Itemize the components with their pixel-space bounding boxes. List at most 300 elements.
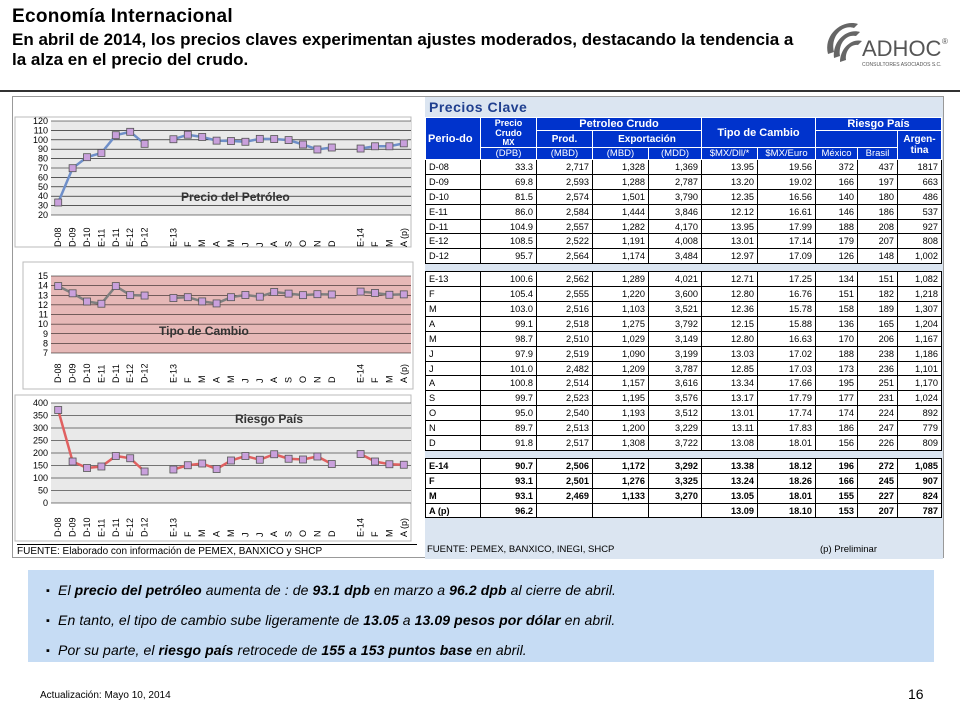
table-cell: 2,514: [537, 376, 593, 391]
table-row: [426, 391, 942, 406]
table-row: [426, 488, 942, 503]
data-point: [285, 455, 292, 462]
y-tick-label: 350: [32, 410, 48, 421]
table-cell: 151: [858, 272, 898, 287]
table-cell: 151: [816, 287, 858, 302]
table-cell: 86.0: [481, 204, 537, 219]
x-tick-label: F: [182, 531, 193, 537]
data-point: [127, 455, 134, 462]
table-cell: 2,717: [537, 160, 593, 175]
table-row: [426, 287, 942, 302]
y-tick-label: 10: [37, 319, 48, 330]
chart-2: [15, 395, 411, 541]
table-cell: 2,501: [537, 473, 593, 488]
table-cell: 1,308: [593, 436, 649, 451]
data-point: [372, 143, 379, 150]
table-row: [426, 361, 942, 376]
table-cell: 96.2: [481, 503, 537, 518]
table-cell: 238: [858, 346, 898, 361]
table-cell: 105.4: [481, 287, 537, 302]
table-cell: 17.74: [758, 406, 816, 421]
table-cell: 12.80: [702, 331, 758, 346]
table-cell: 99.1: [481, 316, 537, 331]
table-cell: 33.3: [481, 160, 537, 175]
data-point: [55, 407, 62, 414]
data-point: [300, 141, 307, 148]
table-cell: 17.02: [758, 346, 816, 361]
table-gap: [426, 264, 942, 272]
data-point: [357, 145, 364, 152]
data-point: [400, 291, 407, 298]
table-cell: 196: [816, 458, 858, 473]
table-cell: 1,082: [898, 272, 942, 287]
data-point: [112, 453, 119, 460]
table-cell: 1,288: [593, 174, 649, 189]
th-unit: México: [816, 148, 858, 160]
x-tick-label: M: [226, 529, 236, 537]
table-cell: [649, 503, 702, 518]
data-point: [84, 154, 91, 161]
table-cell: 12.35: [702, 189, 758, 204]
data-point: [55, 199, 62, 206]
table-cell: 1,220: [593, 287, 649, 302]
data-point: [285, 290, 292, 297]
table-cell: M: [426, 331, 481, 346]
table-cell: 95.7: [481, 249, 537, 264]
table-cell: D-11: [426, 219, 481, 234]
table-cell: 18.10: [758, 503, 816, 518]
bullet-text: precio del petróleo: [74, 582, 202, 598]
bullet-item: [46, 636, 916, 666]
table-cell: E-13: [426, 272, 481, 287]
table-cell: 18.01: [758, 436, 816, 451]
x-tick-label: E-13: [168, 227, 179, 247]
y-tick-label: 13: [37, 290, 48, 301]
data-point: [386, 291, 393, 298]
summary-bullets: [28, 570, 934, 662]
y-tick-label: 110: [33, 125, 48, 136]
table-cell: 3,600: [649, 287, 702, 302]
table-cell: 17.66: [758, 376, 816, 391]
th-unit: $MX/Euro: [758, 148, 816, 160]
table-cell: 12.85: [702, 361, 758, 376]
x-tick-label: N: [312, 240, 323, 247]
x-tick-label: M: [197, 375, 208, 383]
table-cell: 2,522: [537, 234, 593, 249]
y-tick-label: 30: [37, 200, 48, 211]
table-cell: 3,616: [649, 376, 702, 391]
x-tick-label: M: [197, 529, 208, 537]
x-tick-label: O: [298, 375, 308, 383]
table-cell: 13.09: [702, 503, 758, 518]
table-cell: 1,170: [898, 376, 942, 391]
data-point: [184, 131, 191, 138]
x-tick-label: E-11: [96, 518, 107, 537]
th-prod: Prod.: [537, 131, 593, 148]
table-row: [426, 406, 942, 421]
table-cell: 100.6: [481, 272, 537, 287]
bullet-text: 13.09 pesos por dólar: [414, 612, 561, 628]
table-cell: 1,103: [593, 302, 649, 317]
table-cell: 148: [858, 249, 898, 264]
table-cell: 2,519: [537, 346, 593, 361]
data-point: [199, 133, 206, 140]
table-cell: 3,722: [649, 436, 702, 451]
table-cell: 179: [816, 234, 858, 249]
table-row: [426, 219, 942, 234]
x-tick-label: O: [298, 239, 308, 247]
table-cell: 1,167: [898, 331, 942, 346]
table-cell: 1,085: [898, 458, 942, 473]
table-cell: F: [426, 473, 481, 488]
x-tick-label: M: [384, 239, 395, 247]
x-tick-label: D-09: [67, 517, 78, 537]
table-cell: 2,540: [537, 406, 593, 421]
table-row: [426, 174, 942, 189]
table-cell: 189: [858, 302, 898, 317]
th-period: Perio-do: [426, 118, 481, 160]
table-cell: 3,521: [649, 302, 702, 317]
x-tick-label: A: [211, 376, 222, 383]
table-cell: 1,209: [593, 361, 649, 376]
y-tick-label: 90: [37, 144, 48, 155]
x-tick-label: D-08: [53, 363, 64, 383]
data-point: [112, 283, 119, 290]
table-cell: 787: [898, 503, 942, 518]
table-row: [426, 331, 942, 346]
bullet-text: El: [58, 582, 75, 598]
bullet-text: 13.05: [363, 612, 399, 628]
data-point: [242, 453, 249, 460]
x-tick-label: D: [326, 530, 337, 537]
table-cell: 208: [858, 219, 898, 234]
x-tick-label: A: [211, 530, 222, 537]
data-point: [386, 461, 393, 468]
data-point: [271, 288, 278, 295]
table-cell: 251: [858, 376, 898, 391]
table-cell: 156: [816, 436, 858, 451]
table-cell: 2,482: [537, 361, 593, 376]
table-row: [426, 204, 942, 219]
table-cell: 207: [858, 234, 898, 249]
data-point: [357, 451, 364, 458]
table-cell: 3,787: [649, 361, 702, 376]
data-point: [184, 462, 191, 469]
table-cell: 19.56: [758, 160, 816, 175]
bullet-item: [46, 606, 916, 636]
table-cell: 17.14: [758, 234, 816, 249]
table-cell: 12.36: [702, 302, 758, 317]
data-point: [84, 465, 91, 472]
table-cell: 1,501: [593, 189, 649, 204]
x-tick-label: D-10: [82, 227, 92, 247]
th-precio: Precio Crudo MX: [481, 118, 537, 148]
x-tick-label: A (p): [398, 517, 409, 537]
table-cell: 134: [816, 272, 858, 287]
table-cell: 158: [816, 302, 858, 317]
data-point: [228, 138, 235, 145]
table-cell: 247: [858, 421, 898, 436]
table-cell: 1,200: [593, 421, 649, 436]
x-tick-label: M: [384, 375, 395, 383]
table-cell: 272: [858, 458, 898, 473]
table-cell: 245: [858, 473, 898, 488]
data-point: [213, 466, 220, 473]
table-row: [426, 189, 942, 204]
x-tick-label: D-12: [139, 517, 150, 537]
table-row: [426, 160, 942, 175]
data-point: [314, 291, 321, 298]
table-cell: 224: [858, 406, 898, 421]
y-tick-label: 50: [37, 181, 48, 192]
chart-title: Riesgo País: [235, 412, 304, 426]
x-tick-label: E-14: [355, 363, 366, 383]
table-row: [426, 376, 942, 391]
data-point: [314, 146, 321, 153]
x-tick-label: D-12: [139, 363, 150, 383]
y-tick-label: 12: [37, 299, 48, 310]
table-cell: 3,484: [649, 249, 702, 264]
data-point: [228, 294, 235, 301]
table-cell: 16.63: [758, 331, 816, 346]
table-cell: 2,555: [537, 287, 593, 302]
data-point: [69, 290, 76, 297]
table-cell: 81.5: [481, 189, 537, 204]
y-tick-label: 0: [42, 498, 48, 508]
data-point: [271, 451, 278, 458]
table-cell: 2,523: [537, 391, 593, 406]
table-cell: 13.03: [702, 346, 758, 361]
table-row: [426, 249, 942, 264]
table-cell: 1,307: [898, 302, 942, 317]
table-cell: 195: [816, 376, 858, 391]
data-point: [242, 291, 249, 298]
table-cell: 95.0: [481, 406, 537, 421]
table-cell: 437: [858, 160, 898, 175]
table-cell: 177: [816, 391, 858, 406]
data-point: [69, 458, 76, 465]
data-point: [256, 293, 263, 300]
table-cell: 907: [898, 473, 942, 488]
table-cell: 18.01: [758, 488, 816, 503]
table-gap: [426, 450, 942, 458]
data-point: [170, 466, 177, 473]
x-tick-label: A: [269, 240, 280, 247]
table-cell: 166: [816, 473, 858, 488]
data-point: [141, 292, 148, 299]
table-cell: 2,469: [537, 488, 593, 503]
y-tick-label: 9: [42, 328, 48, 339]
y-tick-label: 70: [37, 163, 48, 173]
table-cell: 17.03: [758, 361, 816, 376]
table-cell: 18.26: [758, 473, 816, 488]
bullet-text: en abril.: [560, 612, 616, 628]
table-cell: 17.99: [758, 219, 816, 234]
x-tick-label: D-10: [82, 517, 92, 537]
bullet-text: en marzo a: [370, 582, 450, 598]
y-tick-label: 80: [37, 153, 48, 164]
table-cell: 16.56: [758, 189, 816, 204]
table-cell: 3,325: [649, 473, 702, 488]
table-row: [426, 302, 942, 317]
x-tick-label: J: [240, 532, 251, 537]
table-cell: [593, 503, 649, 518]
y-tick-label: 100: [32, 473, 48, 483]
y-tick-label: 120: [32, 116, 48, 126]
x-tick-label: J: [254, 378, 265, 383]
table-cell: 227: [858, 488, 898, 503]
data-point: [328, 461, 335, 468]
table-cell: 15.88: [758, 316, 816, 331]
table-cell: 182: [858, 287, 898, 302]
x-tick-label: D-11: [110, 364, 121, 383]
table-cell: 3,270: [649, 488, 702, 503]
table-cell: 3,292: [649, 458, 702, 473]
table-cell: A (p): [426, 503, 481, 518]
table-cell: S: [426, 391, 481, 406]
table-cell: 186: [816, 421, 858, 436]
table-cell: 1,195: [593, 391, 649, 406]
x-tick-label: M: [384, 529, 395, 537]
table-row: [426, 234, 942, 249]
table-cell: 1,289: [593, 272, 649, 287]
table-cell: 4,021: [649, 272, 702, 287]
table-cell: 779: [898, 421, 942, 436]
table-cell: 91.8: [481, 436, 537, 451]
table-cell: O: [426, 406, 481, 421]
x-tick-label: M: [197, 239, 208, 247]
table-cell: J: [426, 361, 481, 376]
y-tick-label: 15: [37, 271, 48, 281]
table-cell: 1,282: [593, 219, 649, 234]
x-tick-label: D-09: [67, 363, 78, 383]
x-tick-label: D-08: [53, 517, 64, 537]
table-cell: 236: [858, 361, 898, 376]
table-cell: D-12: [426, 249, 481, 264]
table-cell: 2,513: [537, 421, 593, 436]
table-cell: 97.9: [481, 346, 537, 361]
x-tick-label: F: [182, 377, 193, 383]
x-tick-label: D: [326, 240, 337, 247]
table-row: [426, 421, 942, 436]
table-cell: 101.0: [481, 361, 537, 376]
x-tick-label: D: [326, 376, 337, 383]
table-cell: 12.12: [702, 204, 758, 219]
table-cell: 2,506: [537, 458, 593, 473]
data-point: [256, 135, 263, 142]
table-cell: 126: [816, 249, 858, 264]
svg-text:ADHOC: ADHOC: [862, 36, 942, 61]
data-point: [141, 140, 148, 147]
table-cell: A: [426, 316, 481, 331]
table-cell: 93.1: [481, 488, 537, 503]
data-point: [300, 456, 307, 463]
x-tick-label: A: [211, 240, 222, 247]
table-cell: 1,204: [898, 316, 942, 331]
table-cell: E-12: [426, 234, 481, 249]
table-cell: 2,584: [537, 204, 593, 219]
x-tick-label: D-11: [110, 228, 121, 247]
table-cell: 2,517: [537, 436, 593, 451]
slide-header: [12, 6, 812, 70]
data-point: [400, 140, 407, 147]
table-cell: 1,133: [593, 488, 649, 503]
x-tick-label: F: [182, 241, 193, 247]
x-tick-label: E-14: [355, 517, 366, 537]
y-tick-label: 40: [37, 191, 48, 202]
table-cell: E-14: [426, 458, 481, 473]
table-cell: 108.5: [481, 234, 537, 249]
x-tick-label: J: [240, 242, 251, 247]
x-tick-label: N: [312, 376, 323, 383]
table-cell: 3,149: [649, 331, 702, 346]
bullet-text: a: [398, 612, 415, 628]
x-tick-label: J: [240, 378, 251, 383]
table-cell: 18.12: [758, 458, 816, 473]
table-cell: 207: [858, 503, 898, 518]
x-tick-label: S: [283, 376, 294, 383]
table-cell: 17.25: [758, 272, 816, 287]
table-row: [426, 503, 942, 518]
table-cell: 2,564: [537, 249, 593, 264]
table-cell: 90.7: [481, 458, 537, 473]
th-unit: (MDD): [649, 148, 702, 160]
table-cell: 153: [816, 503, 858, 518]
table-cell: 13.38: [702, 458, 758, 473]
table-cell: 1,191: [593, 234, 649, 249]
table-cell: 1,002: [898, 249, 942, 264]
table-cell: 13.11: [702, 421, 758, 436]
x-tick-label: E-12: [125, 517, 136, 537]
data-point: [256, 456, 263, 463]
table-cell: 155: [816, 488, 858, 503]
chart-0: [15, 116, 411, 247]
table-cell: 3,199: [649, 346, 702, 361]
page-number: 16: [908, 686, 924, 702]
table-cell: 1,276: [593, 473, 649, 488]
table-cell: 3,790: [649, 189, 702, 204]
bullet-text: En tanto, el tipo de cambio sube ligeramente de: [58, 612, 364, 628]
table-cell: 165: [858, 316, 898, 331]
data-point: [69, 165, 76, 172]
th-unit: (MBD): [537, 148, 593, 160]
x-tick-label: D-10: [82, 363, 92, 383]
data-point: [228, 457, 235, 464]
table-cell: 1,193: [593, 406, 649, 421]
table-cell: 146: [816, 204, 858, 219]
table-cell: 231: [858, 391, 898, 406]
th-unit: (DPB): [481, 148, 537, 160]
table-cell: 1,369: [649, 160, 702, 175]
table-cell: 197: [858, 174, 898, 189]
table-cell: 809: [898, 436, 942, 451]
update-date: Actualización: Mayo 10, 2014: [40, 690, 171, 701]
table-row: [426, 272, 942, 287]
data-point: [184, 294, 191, 301]
y-tick-label: 50: [37, 485, 48, 496]
table-cell: 4,008: [649, 234, 702, 249]
th-unit: Brasil: [858, 148, 898, 160]
table-cell: 17.09: [758, 249, 816, 264]
th-tipo-cambio: Tipo de Cambio: [702, 118, 816, 148]
bullet-text: 93.1 dpb: [312, 582, 371, 598]
table-cell: 19.02: [758, 174, 816, 189]
bullet-text: retrocede de: [233, 642, 322, 658]
x-tick-label: E-13: [168, 517, 179, 537]
table-cell: M: [426, 302, 481, 317]
table-cell: 1,172: [593, 458, 649, 473]
table-cell: 12.80: [702, 287, 758, 302]
